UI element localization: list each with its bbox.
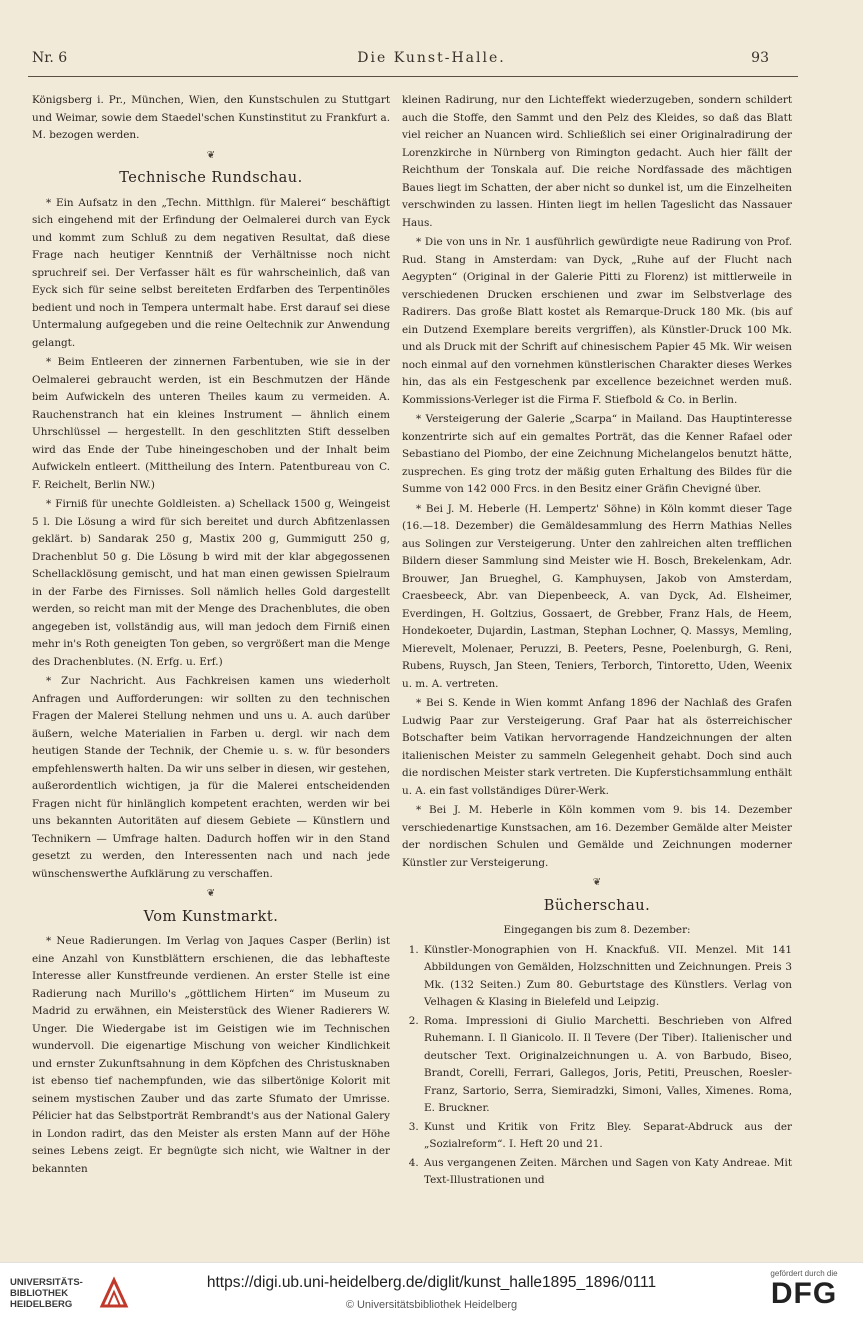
journal-title: Die Kunst-Halle.	[357, 50, 506, 66]
article-paragraph: * Neue Radierungen. Im Verlag von Jaques Casper (Berlin) ist eine Anzahl von Kunstblättern erschienen, die das lebhafteste Interesse aller Kunstfreunde verdienen. An erster Stelle ist eine Radierung nach Murillo's „göttlichem Hirten“ im Museum zu Madrid zu erwähnen, ein Meisterstück des Wiener Radierers W. Unger. Die Wiedergabe ist im Geistigen wie im Technischen wundervoll. Die eigenartige Mischung von weicher Kindlichkeit und ernster Zukunftsahnung in dem Köpfchen des Christusknaben ist ebenso tief nachempfunden, wie das silbertönige Kolorit mit seinem mystischen Zauber und das zarte Sfumato der Umrisse. Pélicier hat das Selbstporträt Rembrandt's aus der National Galery in London radirt, das den Meister als ersten Mann auf der Höhe seines Lebens zeigt. Er begnügte sich nicht, wie Waltner in der bekannten	[32, 935, 390, 1175]
bibliography-entry: 4. Aus vergangenen Zeiten. Märchen und Sagen von Katy Andreae. Mit Text-Illustrationen und	[422, 1155, 792, 1190]
issue-number: Nr. 6	[32, 50, 68, 66]
bibliography-entry: 2. Roma. Impressioni di Giulio Marchetti. Beschrieben von Alfred Ruhemann. I. Il Gianicolo. II. Il Tevere (Der Tiber). Italienischer und deutscher Text. Originalzeichnungen u. A. von Barbudo, Biseo, Brandt, Corelli, Ferrari, Gallegos, Joris, Petiti, Preuschen, Roesler-Franz, Sartorio, Serra, Siemiradzki, Simoni, Valles, Ximenes. Roma, E. Bruckner.	[422, 1013, 792, 1118]
funder-logo[interactable]	[763, 1269, 845, 1310]
permalink-url[interactable]: https://digi.ub.uni-heidelberg.de/diglit/kunst_halle1895_1896/0111	[206, 1274, 657, 1291]
ornament-icon: ❦	[206, 888, 216, 899]
section-title-technische-rundschau: Technische Rundschau.	[119, 170, 303, 186]
copyright-notice: © Universitätsbibliothek Heidelberg	[345, 1299, 518, 1311]
section-title-buecherschau: Bücherschau.	[543, 897, 651, 914]
viewer-footer	[0, 1262, 863, 1323]
article-paragraph: * Bei J. M. Heberle in Köln kommen vom 9. bis 14. Dezember verschiedenartige Kunstsachen, am 16. Dezember Gemälde alter Meister der nordischen Schulen und Gemälde und Zeichnungen moderner Künstler zur Versteigerung.	[402, 804, 792, 869]
article-paragraph: * Zur Nachricht. Aus Fachkreisen kamen uns wiederholt Anfragen und Aufforderungen: wir sollten zu den technischen Fragen der Malerei Stellung nehmen und uns u. A. auch darüber äußern, welche Materialien in Farben u. dergl. wir nach dem heutigen Stande der Technik, der Chemie u. s. w. für besonders empfehlenswerth halten. Da wir uns selber in diesen, wir gestehen, außerordentlich wichtigen, ja für die Malerei entscheidenden Fragen nicht für hinlänglich kompetent erachten, werden wir bei uns bekannten Autoritäten auf diesem Gebiete — Künstlern und Technikern — Umfrage halten. Dadurch hoffen wir in den Stand gesetzt zu werden, den Interessenten nach und nach jede wünschenswerthe Aufklärung zu verschaffen.	[32, 675, 390, 880]
intro-paragraph: Königsberg i. Pr., München, Wien, den Kunstschulen zu Stuttgart und Weimar, sowie dem Staedel'schen Kunstinstitut zu Frankfurt a. M. bezogen werden.	[32, 94, 390, 141]
article-paragraph: * Firniß für unechte Goldleisten. a) Schellack 1500 g, Weingeist 5 l. Die Lösung a wird für sich bereitet und durch Abfitzenlassen geklärt. b) Sandarak 250 g, Mastix 200 g, Gummigutt 250 g, Drachenblut 50 g. Die Lösung b wird mit der klar abgegossenen Schellacklösung gemischt, und hat man einen gewissen Spielraum in der Farbe des Firnisses. Soll nämlich helles Gold dargestellt werden, so reicht man mit der Menge des Drachenblutes, die oben angegeben ist, vollständig aus, will man jedoch dem Firniß einen mehr in's Roth geneigten Ton geben, so vergrößert man die Menge des Drachenblutes. (N. Erfg. u. Erf.)	[32, 498, 390, 668]
funder-caption: gefördert durch die	[770, 1269, 838, 1278]
section-title-vom-kunstmarkt: Vom Kunstmarkt.	[143, 908, 279, 925]
article-paragraph: * Versteigerung der Galerie „Scarpa“ in Mailand. Das Hauptinteresse konzentrirte sich auf ein gemaltes Porträt, das die Kenner Rafael oder Sebastiano del Piombo, der eine Zeichnung Michelangelos benutzt hätte, zusprechen. Es ging trotz der mäßig guten Erhaltung des Bildes für die Summe von 142 000 Frcs. in den Besitz einer Gräfin Chevigné über.	[402, 413, 792, 495]
article-paragraph: * Bei J. M. Heberle (H. Lempertz' Söhne) in Köln kommt dieser Tage (16.—18. Dezember) die Gemäldesammlung des Herrn Mathias Nelles aus Solingen zur Versteigerung. Unter den zahlreichen alten trefflichen Bildern dieser Sammlung sind Meister wie H. Bosch, Brekelenkam, Adr. Brouwer, Jan Brueghel, G. Kamphuysen, Jakob von Amsterdam, Craesbeeck, Abr. van Diepenbeeck, A. van Dyck, Ad. Elsheimer, Everdingen, H. Goltzius, Gossaert, de Grebber, Franz Hals, de Heem, Hondekoeter, Dujardin, Lastman, Stephan Lochner, Q. Massys, Memling, Mierevelt, Molenaer, Peruzzi, B. Peeters, Pesne, Poelenburgh, G. Reni, Rubens, Ruysch, Jan Steen, Teniers, Terborch, Tintoretto, Uden, Weenix u. m. A. vertreten.	[402, 502, 792, 690]
article-paragraph: * Die von uns in Nr. 1 ausführlich gewürdigte neue Radirung von Prof. Rud. Stang in Amsterdam: van Dyck, „Ruhe auf der Flucht nach Aegypten“ (Original in der Galerie Pitti zu Florenz) ist mittlerweile in verschiedenen Drucken erschienen und zwar im Selbstverlage des Radirers. Das große Blatt kostet als Remarque-Druck 180 Mk. (bis auf ein Dutzend Exemplare bereits vergriffen), als Künstler-Druck 100 Mk. und als Druck mit der Schrift auf chinesischem Papier 45 Mk. Wir weisen noch einmal auf den vornehmen künstlerischen Charakter dieses Werkes hin, das als ein Festgeschenk par excellence bezeichnet werden muß. Kommissions-Verleger ist die Firma F. Stiefbold & Co. in Berlin.	[402, 236, 792, 406]
article-paragraph: * Bei S. Kende in Wien kommt Anfang 1896 der Nachlaß des Grafen Ludwig Paar zur Versteigerung. Graf Paar hat als österreichischer Botschafter beim Vatikan hervorragende Handzeichnungen der alten italienischen Meister zu sammeln Gelegenheit gehabt. Doch sind auch die nordischen Meister stark vertreten. Die Kupferstichsammlung enthält u. A. ein fast vollständiges Dürer-Werk.	[402, 697, 792, 797]
continued-paragraph: kleinen Radirung, nur den Lichteffekt wiederzugeben, sondern schildert auch die Stoffe, den Sammt und den Pelz des Kleides, so daß das Blatt viel reicher an Nuancen wird. Schließlich sei einer Originalradirung der Lorenzkirche in Nürnberg von Rimington gedacht. Auch hier fällt der Reichthum der Tonskala auf. Die reiche Nordfassade des mächtigen Baues liegt im Schatten, der aber nicht so dunkel ist, um die Einzelheiten verschwinden zu lassen. Hinten liegt im hellen Tageslicht das Nassauer Haus.	[402, 94, 792, 229]
dfg-logo-text: DFG	[770, 1277, 838, 1310]
ornament-icon: ❦	[592, 877, 602, 888]
header-rule	[28, 76, 798, 77]
page-number: 93	[751, 50, 769, 66]
bibliography-entry: 1. Künstler-Monographien von H. Knackfuß. VII. Menzel. Mit 141 Abbildungen von Gemälden, Holzschnitten und Zeichnungen. Preis 3 Mk. (132 Seiten.) Zum 80. Geburtstage des Künstlers. Verlag von Velhagen & Klasing in Bielefeld und Leipzig.	[422, 942, 792, 1012]
library-name-line: HEIDELBERG	[10, 1299, 73, 1310]
library-name-line: BIBLIOTHEK	[10, 1288, 69, 1299]
ornament-icon: ❦	[206, 149, 216, 161]
right-column	[402, 92, 792, 1191]
bibliography-list	[402, 942, 792, 1190]
article-paragraph: * Beim Entleeren der zinnernen Farbentuben, wie sie in der Oelmalerei gebraucht werden, ist ein Beschmutzen der Hände beim Aufwickeln des unteren Theiles kaum zu vermeiden. A. Rauchenstranch hat ein kleines Instrument — ähnlich einem Uhrschlüssel — hergestellt. In den geschlitzten Stift desselben wird das Ende der Tube hineingeschoben und der Inhalt beim Aufwickeln entleert. (Mittheilung des Intern. Patentbureau von C. F. Reichelt, Berlin NW.)	[32, 356, 390, 491]
left-column	[32, 92, 390, 1180]
article-paragraph: * Ein Aufsatz in den „Techn. Mitthlgn. für Malerei“ beschäftigt sich eingehend mit der Erfindung der Oelmalerei durch van Eyck und kommt zum Schluß zu dem negativen Resultat, daß diese Frage nach heutiger Kenntniß der Verhältnisse noch nicht spruchreif sei. Der Verfasser hält es für wahrscheinlich, daß van Eyck sich für seine selbst bereiteten Erdfarben des Terpentinöles bedient und noch in Tempera untermalt habe. Erst darauf sei diese Untermalung aufgegeben und die reine Oeltechnik zur Anwendung gelangt.	[32, 196, 390, 349]
received-note: Eingegangen bis zum 8. Dezember:	[503, 924, 691, 936]
library-name-line: UNIVERSITÄTS-	[10, 1277, 83, 1288]
bibliography-entry: 3. Kunst und Kritik von Fritz Bley. Separat-Abdruck aus der „Sozialreform“. I. Heft 20 und 21.	[422, 1119, 792, 1154]
